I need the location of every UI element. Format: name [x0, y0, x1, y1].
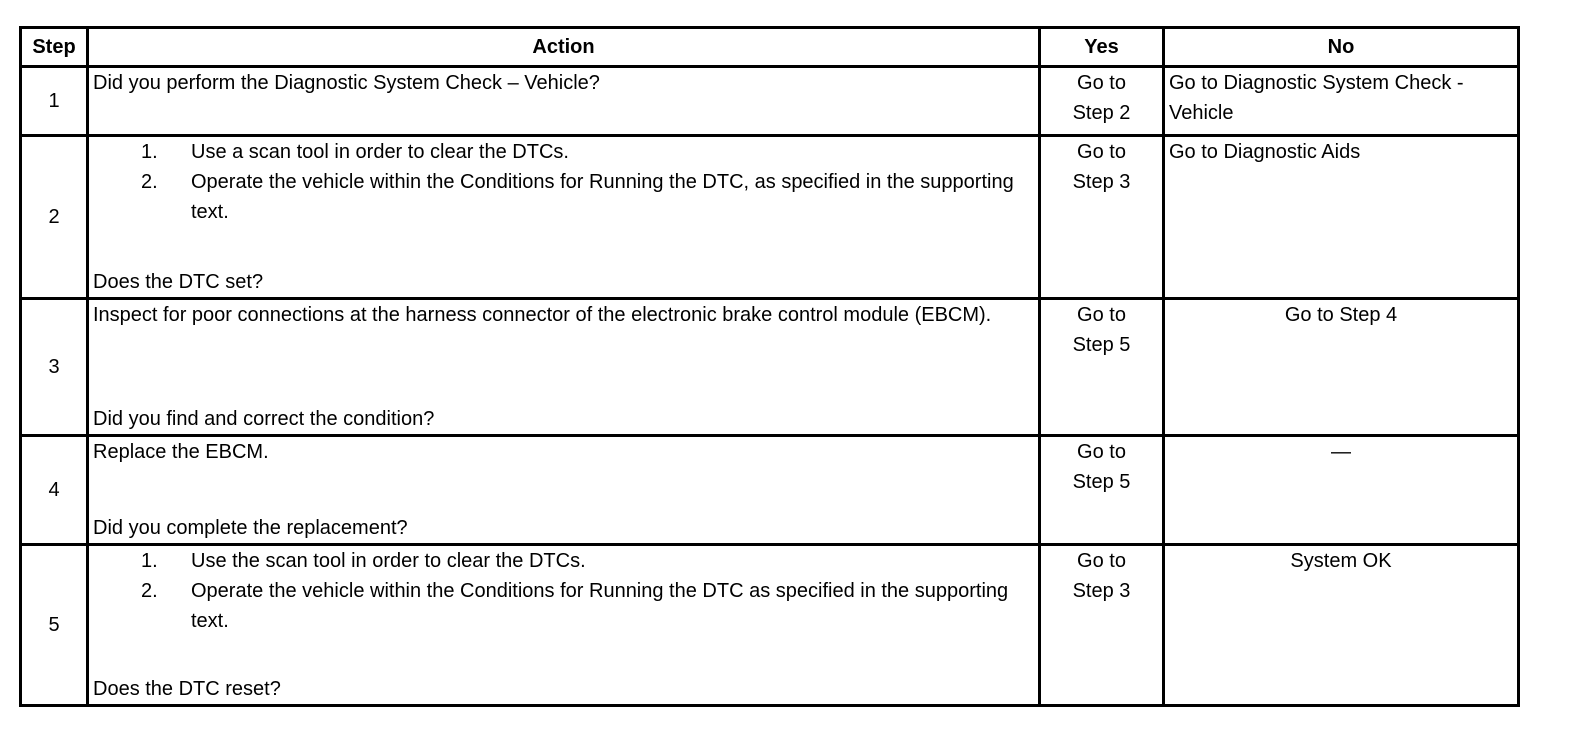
instruction-number: 1. [141, 550, 158, 572]
table-row [21, 67, 1519, 136]
step-number: 4 [21, 436, 88, 545]
diagnostic-table [19, 26, 1520, 707]
no-cell: Go to Step 4 [1164, 299, 1519, 436]
yes-cell [1040, 545, 1164, 706]
instruction-item [141, 167, 1034, 227]
table-row [21, 545, 1519, 706]
yes-line2: Step 3 [1072, 580, 1131, 602]
action-text: Did you perform the Diagnostic System Check – Vehicle? [93, 72, 600, 94]
yes-cell [1040, 436, 1164, 545]
table-row [21, 299, 1519, 436]
action-cell [88, 67, 1040, 136]
instruction-text: Operate the vehicle within the Conditions for Running the DTC as specified in the supporting text. [191, 580, 1009, 632]
yes-cell [1040, 136, 1164, 299]
step-number: 1 [21, 67, 88, 136]
step-number: 2 [21, 136, 88, 299]
instruction-text: Operate the vehicle within the Conditions for Running the DTC, as specified in the supporting text. [191, 171, 1014, 223]
action-question: Did you find and correct the condition? [93, 408, 435, 430]
yes-line1: Go to [1077, 141, 1126, 163]
header-step: Step [21, 28, 88, 67]
instruction-number: 2. [141, 171, 158, 193]
no-cell: — [1164, 436, 1519, 545]
header-yes: Yes [1040, 28, 1164, 67]
yes-line2: Step 2 [1072, 102, 1131, 124]
instruction-number: 2. [141, 580, 158, 602]
action-text: Inspect for poor connections at the harness connector of the electronic brake control module (EBCM). [93, 304, 992, 326]
yes-line1: Go to [1077, 550, 1126, 572]
instruction-list [93, 137, 1034, 227]
instruction-number: 1. [141, 141, 158, 163]
action-question: Did you complete the replacement? [93, 517, 408, 539]
header-no: No [1164, 28, 1519, 67]
instruction-item [141, 576, 1034, 636]
no-cell: System OK [1164, 545, 1519, 706]
instruction-text: Use a scan tool in order to clear the DTCs. [191, 141, 569, 163]
action-cell [88, 299, 1040, 436]
action-text: Replace the EBCM. [93, 441, 269, 463]
yes-cell [1040, 299, 1164, 436]
header-action: Action [88, 28, 1040, 67]
yes-line1: Go to [1077, 72, 1126, 94]
yes-line1: Go to [1077, 304, 1126, 326]
action-question: Does the DTC reset? [93, 678, 281, 700]
action-cell [88, 545, 1040, 706]
table-row [21, 436, 1519, 545]
yes-cell [1040, 67, 1164, 136]
yes-line1: Go to [1077, 441, 1126, 463]
table-row [21, 136, 1519, 299]
instruction-item [141, 137, 1034, 167]
instruction-list [93, 546, 1034, 636]
action-question: Does the DTC set? [93, 271, 264, 293]
no-cell: Go to Diagnostic System Check - Vehicle [1164, 67, 1519, 136]
no-cell: Go to Diagnostic Aids [1164, 136, 1519, 299]
header-row [21, 28, 1519, 67]
step-number: 5 [21, 545, 88, 706]
instruction-text: Use the scan tool in order to clear the DTCs. [191, 550, 586, 572]
action-cell [88, 136, 1040, 299]
action-cell [88, 436, 1040, 545]
instruction-item [141, 546, 1034, 576]
yes-line2: Step 3 [1072, 171, 1131, 193]
step-number: 3 [21, 299, 88, 436]
yes-line2: Step 5 [1072, 471, 1131, 493]
yes-line2: Step 5 [1072, 334, 1131, 356]
